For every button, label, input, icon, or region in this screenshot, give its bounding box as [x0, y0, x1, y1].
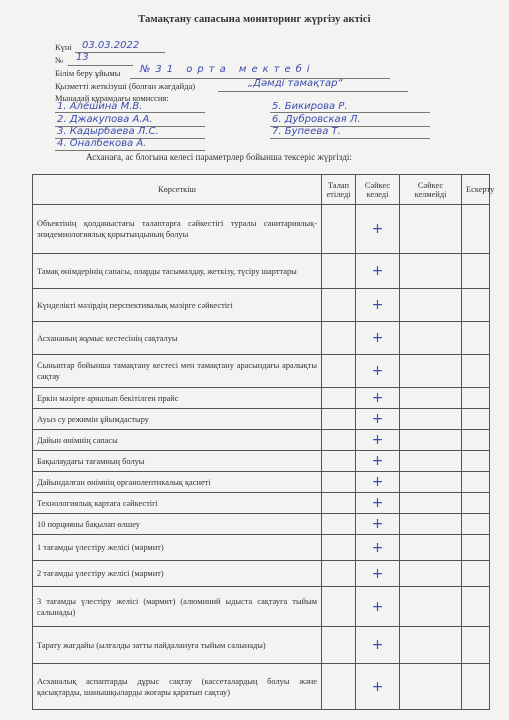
row-indicator: Объектінің қолданыстағы талаптарға сәйкестігі туралы санитариялық-эпидемиологиялық қорытындының болуы — [33, 205, 322, 254]
row-required-cell — [322, 322, 356, 355]
table-row — [33, 561, 490, 587]
row-noncompliant-cell — [400, 430, 462, 451]
row-required-cell — [322, 289, 356, 322]
row-indicator: Технологиялық картаға сәйкестігі — [33, 493, 322, 514]
row-compliant-mark: + — [356, 388, 400, 409]
commission-line-1 — [55, 112, 205, 113]
row-required-cell — [322, 388, 356, 409]
table-row — [33, 514, 490, 535]
row-required-cell — [322, 493, 356, 514]
row-indicator: Еркін мәзірге арналып бекітілген прайс — [33, 388, 322, 409]
row-required-cell — [322, 205, 356, 254]
commission-member: 7. Бупеева Т. — [272, 126, 341, 137]
commission-member: 1. Алёшина М.В. — [57, 101, 143, 112]
row-compliant-mark: + — [356, 587, 400, 627]
row-compliant-mark: + — [356, 289, 400, 322]
date-value: 03.03.2022 — [82, 40, 140, 51]
row-note-cell — [462, 322, 490, 355]
table-row — [33, 322, 490, 355]
supplier-value: „Дәмді тамақтар“ — [248, 78, 343, 89]
inspection-table — [32, 174, 495, 710]
row-required-cell — [322, 254, 356, 289]
row-required-cell — [322, 627, 356, 664]
row-note-cell — [462, 451, 490, 472]
row-required-cell — [322, 561, 356, 587]
commission-label: Мынадай құрамдағы комиссия: — [55, 93, 169, 103]
row-noncompliant-cell — [400, 493, 462, 514]
row-noncompliant-cell — [400, 254, 462, 289]
row-noncompliant-cell — [400, 409, 462, 430]
row-compliant-mark: + — [356, 322, 400, 355]
row-note-cell — [462, 514, 490, 535]
row-compliant-mark: + — [356, 451, 400, 472]
commission-line-5 — [270, 112, 430, 113]
row-required-cell — [322, 587, 356, 627]
row-noncompliant-cell — [400, 514, 462, 535]
row-note-cell — [462, 587, 490, 627]
row-required-cell — [322, 535, 356, 561]
header-required: Талап етіледі — [322, 175, 356, 205]
row-compliant-mark: + — [356, 355, 400, 388]
commission-line-7 — [270, 138, 430, 139]
commission-member: 3. Кадырбаева Л.С. — [57, 126, 159, 137]
row-indicator: Асханалық аспаптарды дұрыс сақтау (кассеталардың болуы және қасықтарды, шанышқыларды жоғары қаратып сақтау) — [33, 664, 322, 710]
commission-line-4 — [55, 150, 205, 151]
table-row — [33, 587, 490, 627]
row-noncompliant-cell — [400, 472, 462, 493]
row-compliant-mark: + — [356, 535, 400, 561]
row-required-cell — [322, 409, 356, 430]
row-compliant-mark: + — [356, 254, 400, 289]
table-row — [33, 205, 490, 254]
row-note-cell — [462, 254, 490, 289]
row-note-cell — [462, 664, 490, 710]
row-noncompliant-cell — [400, 535, 462, 561]
row-indicator: 2 тағамды үлестіру желісі (мармит) — [33, 561, 322, 587]
row-noncompliant-cell — [400, 289, 462, 322]
row-indicator: Асхананың жұмыс кестесінің сақталуы — [33, 322, 322, 355]
number-underline — [68, 65, 133, 66]
table-row — [33, 254, 490, 289]
document-title: Тамақтану сапасына мониторинг жүргізу актісі — [138, 14, 371, 25]
row-noncompliant-cell — [400, 205, 462, 254]
row-noncompliant-cell — [400, 587, 462, 627]
row-compliant-mark: + — [356, 493, 400, 514]
row-note-cell — [462, 430, 490, 451]
row-required-cell — [322, 472, 356, 493]
school-label: Білім беру ұйымы — [55, 68, 121, 78]
row-required-cell — [322, 664, 356, 710]
supplier-label: Қызметті жеткізуші (болған жағдайда) — [55, 81, 196, 91]
row-noncompliant-cell — [400, 355, 462, 388]
header-indicator: Көрсеткіш — [33, 175, 322, 205]
row-note-cell — [462, 493, 490, 514]
row-compliant-mark: + — [356, 514, 400, 535]
date-label: Күні — [55, 42, 72, 52]
row-noncompliant-cell — [400, 664, 462, 710]
row-indicator: Тамақ өнімдерінің сапасы, оларды тасымалдау, жеткізу, түсіру шарттары — [33, 254, 322, 289]
row-required-cell — [322, 451, 356, 472]
header-noncompliant: Сәйкес келмейді — [400, 175, 462, 205]
row-compliant-mark: + — [356, 409, 400, 430]
row-note-cell — [462, 409, 490, 430]
header-note-text: Ескерту — [466, 185, 495, 194]
row-indicator: Ауыз су режимін ұйымдастыру — [33, 409, 322, 430]
row-note-cell — [462, 289, 490, 322]
table-row — [33, 388, 490, 409]
row-indicator: Сыныптар бойынша тамақтану кестесі мен тамақтану арасындағы аралықты сақтау — [33, 355, 322, 388]
row-indicator: Тарату жағдайы (ылғалды затты пайдалануға тыйым салынады) — [33, 627, 322, 664]
row-required-cell — [322, 514, 356, 535]
table-row — [33, 430, 490, 451]
row-compliant-mark: + — [356, 561, 400, 587]
commission-member: 6. Дубровская Л. — [272, 114, 361, 125]
header-note — [462, 175, 495, 205]
table-row — [33, 289, 490, 322]
commission-member: 5. Бикирова Р. — [272, 101, 348, 112]
row-indicator: 10 порцияны бақылап өлшеу — [33, 514, 322, 535]
row-note-cell — [462, 535, 490, 561]
row-compliant-mark: + — [356, 205, 400, 254]
row-indicator: Дайын өнімнің сапасы — [33, 430, 322, 451]
row-indicator: 3 тағамды үлестіру желісі (мармит) (алюминий ыдыста сақтауға тыйым салынады) — [33, 587, 322, 627]
commission-member: 2. Джакупова А.А. — [57, 114, 153, 125]
row-noncompliant-cell — [400, 627, 462, 664]
row-compliant-mark: + — [356, 472, 400, 493]
inspection-intro: Асханаға, ас блогына келесі параметрлер бойынша тексеріс жүргізді: — [86, 152, 352, 162]
number-value: 13 — [76, 52, 89, 63]
header-compliant: Сәйкес келеді — [356, 175, 400, 205]
commission-member: 4. Оналбекова А. — [57, 138, 147, 149]
row-note-cell — [462, 205, 490, 254]
table-row — [33, 627, 490, 664]
table-row — [33, 472, 490, 493]
row-indicator: 1 тағамды үлестіру желісі (мармит) — [33, 535, 322, 561]
table-row — [33, 355, 490, 388]
table-row — [33, 535, 490, 561]
table-row — [33, 451, 490, 472]
row-compliant-mark: + — [356, 430, 400, 451]
row-required-cell — [322, 355, 356, 388]
table-row — [33, 409, 490, 430]
table-row — [33, 493, 490, 514]
row-noncompliant-cell — [400, 451, 462, 472]
row-noncompliant-cell — [400, 561, 462, 587]
row-note-cell — [462, 561, 490, 587]
row-note-cell — [462, 355, 490, 388]
table-row — [33, 664, 490, 710]
number-label: № — [55, 55, 64, 65]
row-note-cell — [462, 472, 490, 493]
row-indicator: Күнделікті мәзірдің перспективалық мәзірге сәйкестігі — [33, 289, 322, 322]
row-required-cell — [322, 430, 356, 451]
supplier-underline — [218, 91, 408, 92]
row-note-cell — [462, 627, 490, 664]
row-indicator: Дайындалған өнімнің органолептикалық қасиеті — [33, 472, 322, 493]
row-note-cell — [462, 388, 490, 409]
row-indicator: Бақылаудағы тағамның болуы — [33, 451, 322, 472]
row-noncompliant-cell — [400, 322, 462, 355]
row-compliant-mark: + — [356, 627, 400, 664]
school-value: №31 орта мектебі — [140, 64, 315, 75]
row-noncompliant-cell — [400, 388, 462, 409]
row-compliant-mark: + — [356, 664, 400, 710]
